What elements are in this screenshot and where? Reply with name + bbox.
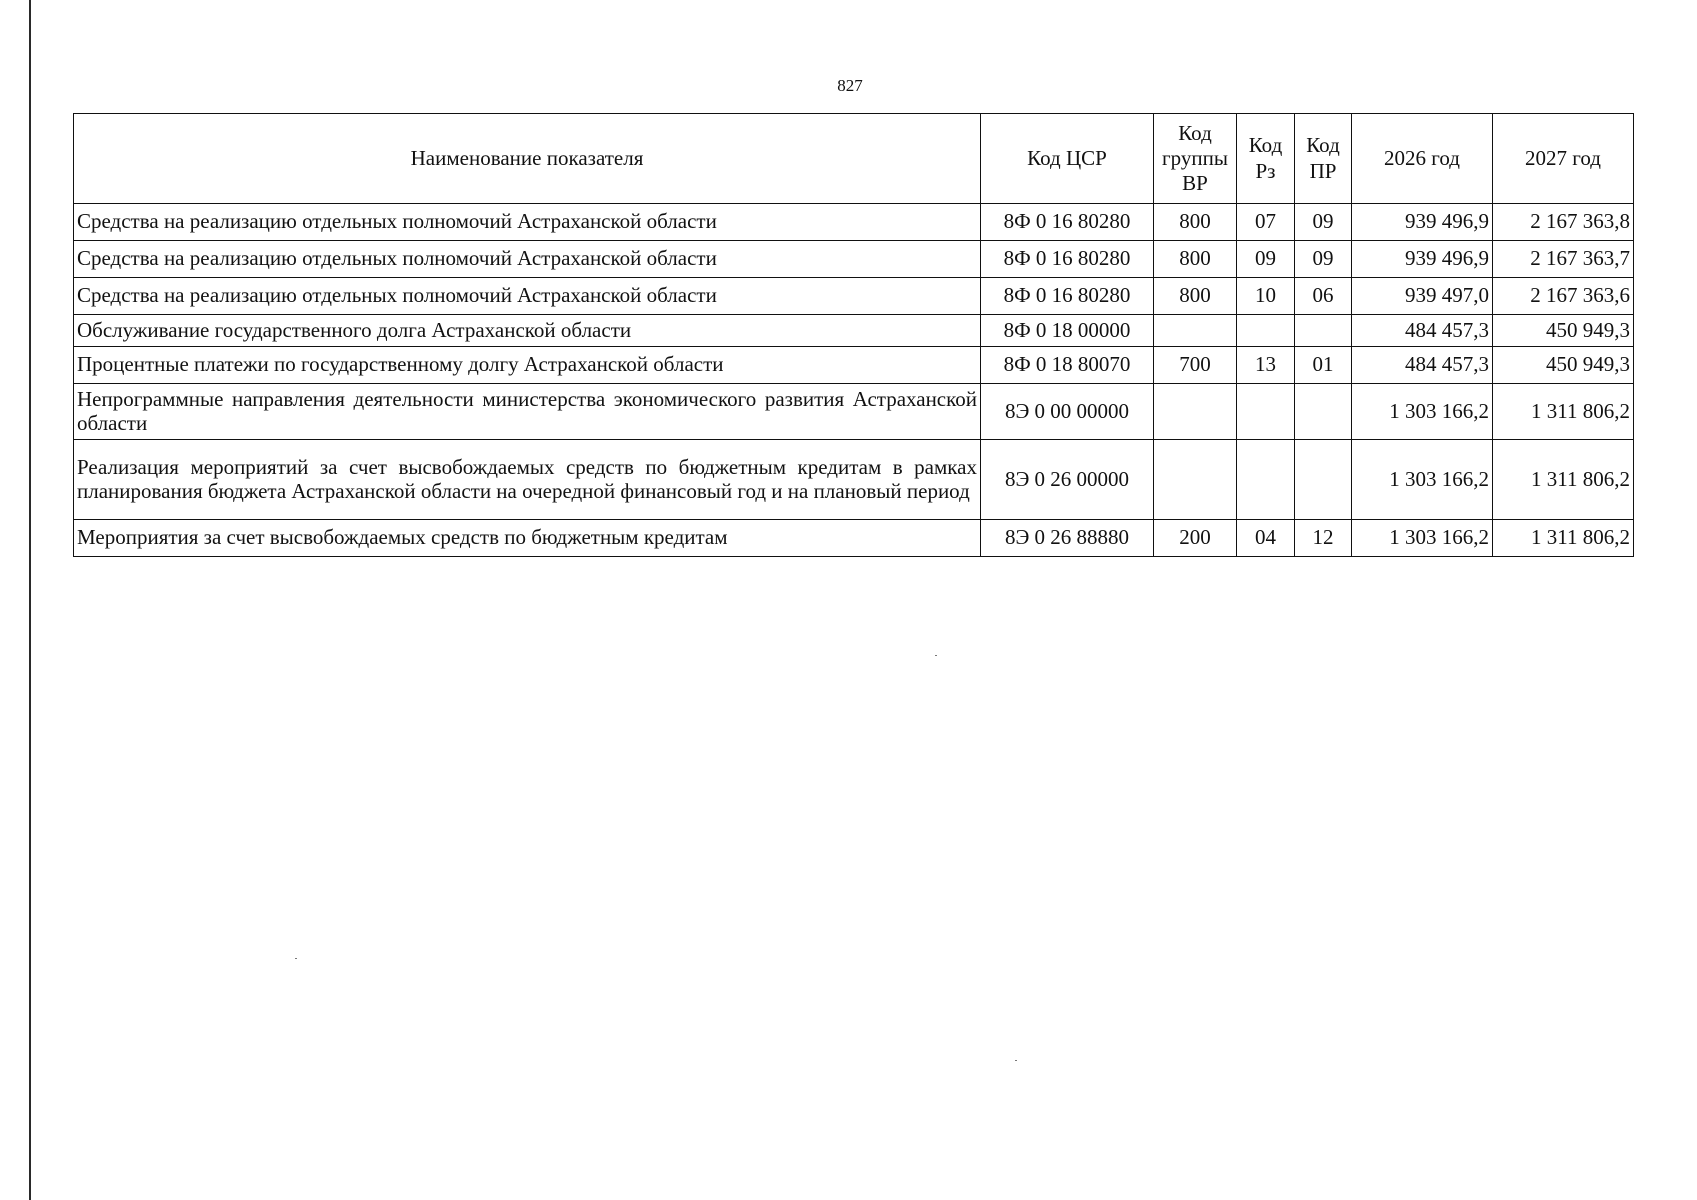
cell-rz: 13	[1237, 347, 1295, 384]
budget-table	[73, 113, 1634, 557]
cell-vr: 800	[1154, 241, 1237, 278]
cell-csr: 8Ф 0 16 80280	[981, 204, 1154, 241]
cell-csr: 8Э 0 26 00000	[981, 440, 1154, 520]
cell-2026: 939 496,9	[1352, 241, 1493, 278]
cell-2027: 450 949,3	[1493, 347, 1634, 384]
cell-pr: 09	[1295, 241, 1352, 278]
cell-rz	[1237, 315, 1295, 347]
cell-pr: 01	[1295, 347, 1352, 384]
table-row	[74, 241, 1634, 278]
cell-pr: 06	[1295, 278, 1352, 315]
cell-2027: 2 167 363,6	[1493, 278, 1634, 315]
cell-pr: 09	[1295, 204, 1352, 241]
table-row	[74, 384, 1634, 440]
cell-2026: 1 303 166,2	[1352, 440, 1493, 520]
page-number: 827	[837, 76, 863, 95]
header-rz: Код Рз	[1237, 114, 1295, 204]
cell-rz: 10	[1237, 278, 1295, 315]
cell-rz: 09	[1237, 241, 1295, 278]
cell-vr: 800	[1154, 278, 1237, 315]
cell-name: Непрограммные направления деятельности министерства экономического развития Астраханской области	[74, 384, 981, 440]
scan-speck	[1015, 1060, 1017, 1061]
header-csr: Код ЦСР	[981, 114, 1154, 204]
cell-2026: 484 457,3	[1352, 347, 1493, 384]
cell-name: Средства на реализацию отдельных полномочий Астраханской области	[74, 241, 981, 278]
cell-2026: 939 497,0	[1352, 278, 1493, 315]
cell-name: Средства на реализацию отдельных полномочий Астраханской области	[74, 204, 981, 241]
cell-vr	[1154, 384, 1237, 440]
cell-name: Средства на реализацию отдельных полномочий Астраханской области	[74, 278, 981, 315]
table-row	[74, 278, 1634, 315]
cell-2027: 450 949,3	[1493, 315, 1634, 347]
cell-csr: 8Ф 0 18 00000	[981, 315, 1154, 347]
cell-2026: 1 303 166,2	[1352, 384, 1493, 440]
cell-2026: 484 457,3	[1352, 315, 1493, 347]
cell-rz: 07	[1237, 204, 1295, 241]
cell-pr: 12	[1295, 520, 1352, 557]
cell-csr: 8Ф 0 16 80280	[981, 241, 1154, 278]
cell-csr: 8Э 0 26 88880	[981, 520, 1154, 557]
cell-name: Мероприятия за счет высвобождаемых средств по бюджетным кредитам	[74, 520, 981, 557]
cell-2027: 1 311 806,2	[1493, 440, 1634, 520]
cell-name: Реализация мероприятий за счет высвобождаемых средств по бюджетным кредитам в рамках планирования бюджета Астраханской области на очередной финансовый год и на плановый период	[74, 440, 981, 520]
cell-2027: 1 311 806,2	[1493, 520, 1634, 557]
cell-csr: 8Э 0 00 00000	[981, 384, 1154, 440]
cell-2027: 2 167 363,7	[1493, 241, 1634, 278]
cell-rz: 04	[1237, 520, 1295, 557]
cell-2027: 1 311 806,2	[1493, 384, 1634, 440]
cell-vr: 800	[1154, 204, 1237, 241]
header-vr: Код группы ВР	[1154, 114, 1237, 204]
cell-csr: 8Ф 0 16 80280	[981, 278, 1154, 315]
cell-2027: 2 167 363,8	[1493, 204, 1634, 241]
header-pr: Код ПР	[1295, 114, 1352, 204]
header-2026: 2026 год	[1352, 114, 1493, 204]
table-row	[74, 204, 1634, 241]
header-2027: 2027 год	[1493, 114, 1634, 204]
cell-vr	[1154, 440, 1237, 520]
scan-edge-line	[29, 0, 31, 1200]
cell-vr: 200	[1154, 520, 1237, 557]
cell-pr	[1295, 315, 1352, 347]
cell-rz	[1237, 384, 1295, 440]
table-row	[74, 347, 1634, 384]
table-row	[74, 315, 1634, 347]
header-row	[74, 114, 1634, 204]
cell-name: Обслуживание государственного долга Астраханской области	[74, 315, 981, 347]
table-row	[74, 520, 1634, 557]
cell-csr: 8Ф 0 18 80070	[981, 347, 1154, 384]
cell-vr	[1154, 315, 1237, 347]
cell-pr	[1295, 384, 1352, 440]
cell-2026: 1 303 166,2	[1352, 520, 1493, 557]
cell-pr	[1295, 440, 1352, 520]
scan-speck	[935, 655, 937, 656]
header-name: Наименование показателя	[74, 114, 981, 204]
scan-speck	[295, 958, 297, 959]
cell-rz	[1237, 440, 1295, 520]
table-row	[74, 440, 1634, 520]
cell-2026: 939 496,9	[1352, 204, 1493, 241]
cell-vr: 700	[1154, 347, 1237, 384]
cell-name: Процентные платежи по государственному долгу Астраханской области	[74, 347, 981, 384]
